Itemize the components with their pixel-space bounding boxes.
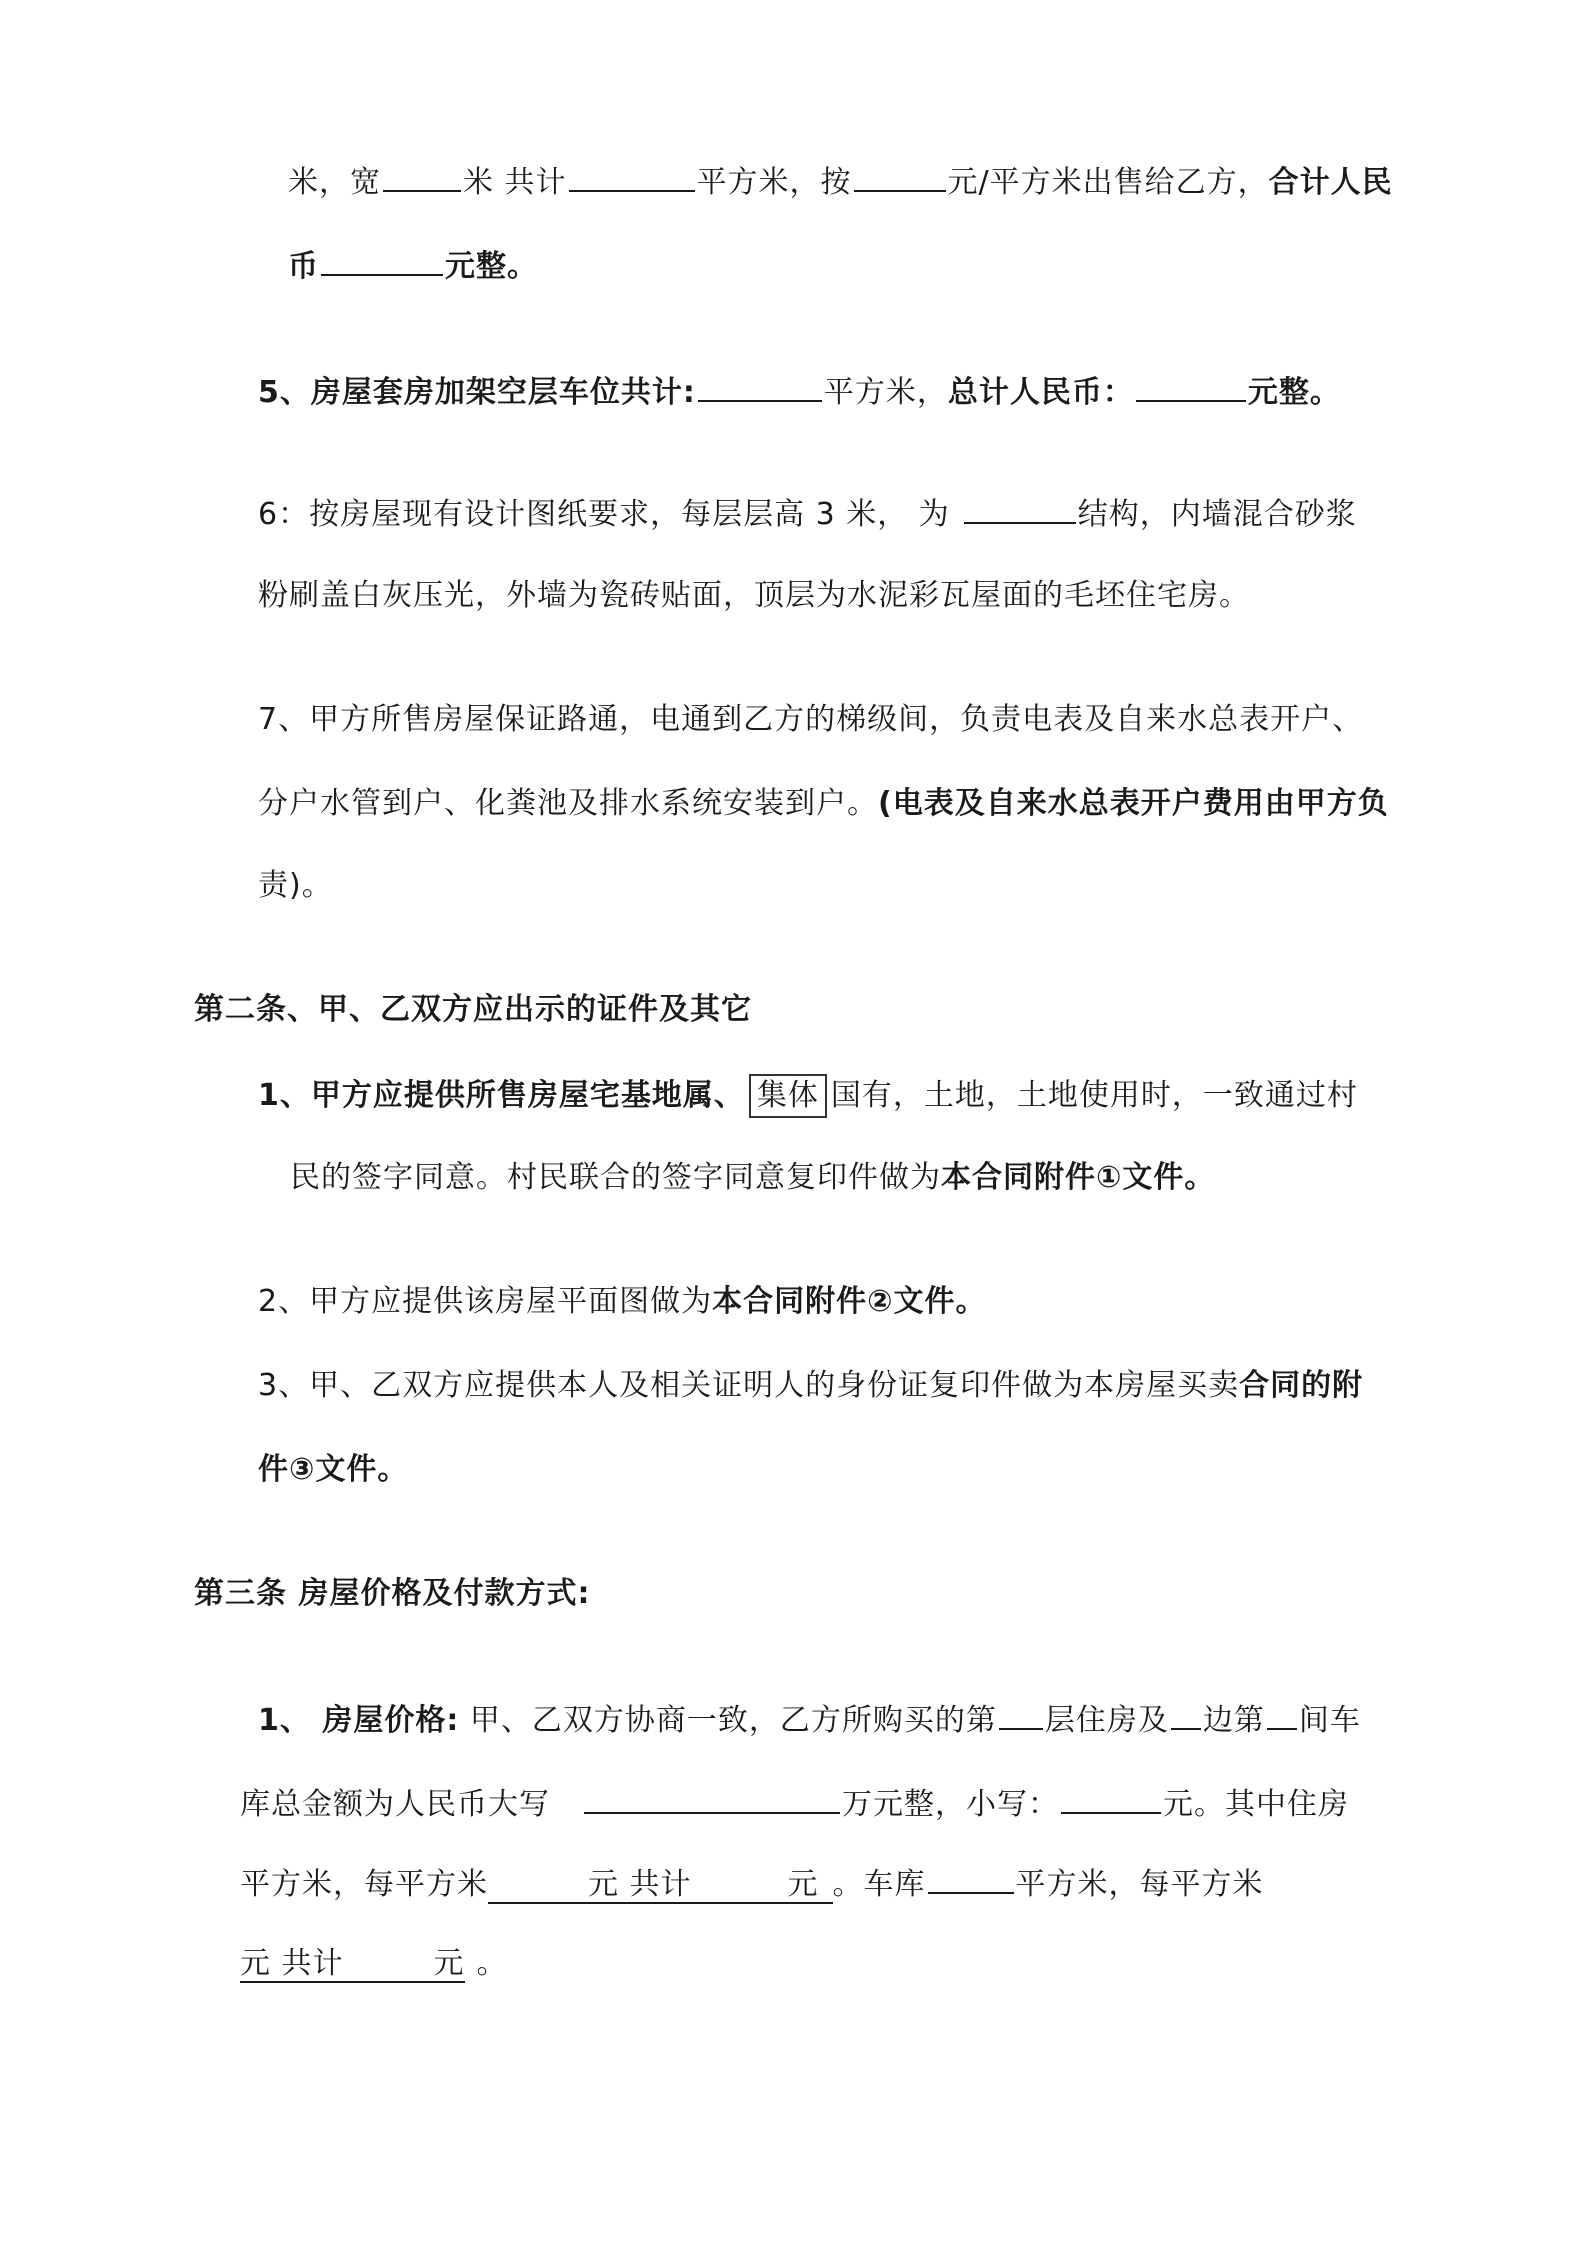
blank-structure[interactable] <box>964 492 1076 524</box>
text-segment-bold: (电表及自来水总表开户费用由甲方负 <box>878 786 1389 821</box>
text-segment: 元 共计 <box>240 1946 344 1981</box>
text-segment-bold: 本合同附件②文件。 <box>712 1284 987 1319</box>
article-3-heading <box>194 1574 590 1614</box>
underlined-garage-total[interactable] <box>240 1946 465 1983</box>
text-segment: 结构，内墙混合砂浆 <box>1077 497 1357 532</box>
blank-unit-price[interactable] <box>854 160 946 192</box>
text-segment: 米 共计 <box>463 165 567 200</box>
text-segment: 万元整，小写： <box>842 1787 1059 1822</box>
article-2-item-3-line-2 <box>258 1450 408 1490</box>
blank-parking-total[interactable] <box>1136 370 1246 402</box>
article-2-item-1-line-1 <box>258 1074 1358 1118</box>
article-2-heading <box>194 990 752 1030</box>
text-segment: 间车 <box>1298 1703 1361 1738</box>
text-segment: 元 共计 <box>588 1867 692 1902</box>
text-segment: 米，宽 <box>288 165 381 200</box>
clause-6-line-1 <box>258 492 1357 535</box>
blank-amount-words[interactable] <box>584 1782 840 1814</box>
blank-total-amount[interactable] <box>321 244 443 276</box>
text-segment-bold: 5、房屋套房加架空层车位共计: <box>258 375 696 410</box>
blank-floor[interactable] <box>999 1698 1043 1730</box>
boxed-option-collective: 集体 <box>749 1074 827 1118</box>
text-segment: 责)。 <box>258 868 333 903</box>
article-3-item-1-line-2 <box>240 1782 1349 1825</box>
text-segment: 层住房及 <box>1044 1703 1169 1738</box>
text-segment: 平方米，每平方米 <box>240 1867 488 1902</box>
text-segment-bold: 1、甲方应提供所售房屋宅基地属、 <box>258 1078 745 1113</box>
text-segment: 2、甲方应提供该房屋平面图做为 <box>258 1284 713 1319</box>
text-segment: 平方米， <box>823 375 948 410</box>
text-segment: 平方米，每平方米 <box>1015 1867 1264 1902</box>
clause-6-line-2 <box>258 576 1250 616</box>
heading-text: 第三条 房屋价格及付款方式: <box>194 1576 591 1611</box>
text-segment-bold: 元整。 <box>445 249 538 284</box>
clause-4-area-line <box>288 160 1393 203</box>
text-segment-bold: 总计人民币： <box>947 375 1134 410</box>
clause-7-line-1 <box>258 700 1363 740</box>
clause-7-line-2 <box>258 784 1389 824</box>
text-segment: 元 <box>433 1946 465 1981</box>
text-segment: 库总金额为人民币大写 <box>240 1787 550 1822</box>
text-segment: 元/平方米出售给乙方， <box>947 165 1269 200</box>
text-segment-bold: 件③文件。 <box>258 1452 409 1487</box>
text-segment: 6：按房屋现有设计图纸要求，每层层高 3 米， 为 <box>258 497 950 532</box>
text-segment-bold: 合同的附 <box>1239 1368 1364 1403</box>
blank-garage-number[interactable] <box>1267 1698 1297 1730</box>
text-segment: 3、甲、乙双方应提供本人及相关证明人的身份证复印件做为本房屋买卖 <box>258 1368 1240 1403</box>
blank-width[interactable] <box>383 160 461 192</box>
article-3-item-1-line-1 <box>258 1698 1361 1741</box>
text-segment-bold: 本合同附件①文件。 <box>941 1160 1216 1195</box>
blank-parking-area[interactable] <box>698 370 822 402</box>
article-2-item-3-line-1 <box>258 1366 1363 1406</box>
text-segment: 平方米，按 <box>696 165 852 200</box>
article-2-item-1-line-2 <box>290 1158 1215 1198</box>
text-segment: 甲、乙双方协商一致，乙方所购买的第 <box>469 1703 997 1738</box>
clause-4-total-line <box>288 244 538 287</box>
text-segment: 国有，土地，土地使用时，一致通过村 <box>830 1078 1358 1113</box>
text-segment: 元。其中住房 <box>1163 1787 1349 1822</box>
blank-garage-area[interactable] <box>928 1862 1014 1894</box>
clause-5-line <box>258 370 1341 413</box>
text-segment-bold: 币 <box>288 249 319 284</box>
article-3-item-1-line-4 <box>240 1944 508 1984</box>
text-segment: 边第 <box>1202 1703 1265 1738</box>
article-3-item-1-line-3 <box>240 1862 1264 1905</box>
article-2-item-2 <box>258 1282 987 1322</box>
clause-7-line-3 <box>258 866 333 906</box>
text-segment: 民的签字同意。村民联合的签字同意复印件做为 <box>290 1160 941 1195</box>
blank-total-area[interactable] <box>569 160 695 192</box>
text-segment-bold: 1、 房屋价格: <box>258 1703 460 1738</box>
heading-text: 第二条、甲、乙双方应出示的证件及其它 <box>194 992 752 1027</box>
text-segment: 元 <box>787 1867 819 1902</box>
text-segment: 7、甲方所售房屋保证路通，电通到乙方的梯级间，负责电表及自来水总表开户、 <box>258 702 1364 737</box>
text-segment: 。 <box>476 1946 508 1981</box>
blank-side[interactable] <box>1171 1698 1201 1730</box>
text-segment-bold: 元整。 <box>1247 375 1341 410</box>
underlined-price-segment[interactable] <box>488 1867 833 1904</box>
text-segment: 粉刷盖白灰压光，外墙为瓷砖贴面，顶层为水泥彩瓦屋面的毛坯住宅房。 <box>258 578 1250 613</box>
text-segment: 。车库 <box>832 1867 926 1902</box>
blank-amount-digits[interactable] <box>1061 1782 1161 1814</box>
text-segment-bold: 合计人民 <box>1268 165 1393 200</box>
text-segment: 分户水管到户、化粪池及排水系统安装到户。 <box>258 786 878 821</box>
